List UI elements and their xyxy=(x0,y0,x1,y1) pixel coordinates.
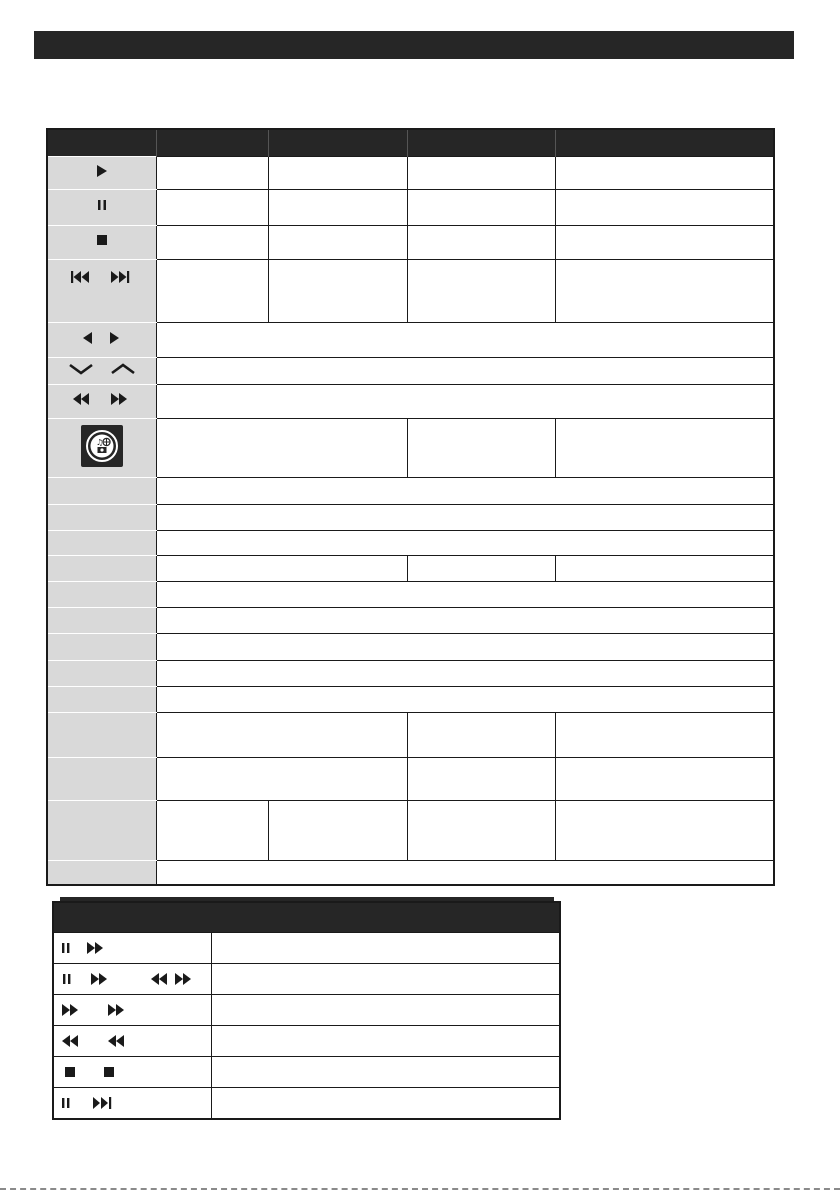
table-cell xyxy=(156,758,407,801)
svg-text:♫: ♫ xyxy=(95,437,103,447)
table-cell xyxy=(211,1057,560,1088)
stop-then-stop-icon xyxy=(58,1064,178,1080)
table-cell xyxy=(555,157,774,190)
key-combo-cell xyxy=(53,995,211,1026)
table-row xyxy=(47,157,774,190)
table-row xyxy=(53,1057,560,1088)
table-cell xyxy=(407,758,555,801)
down-up-chevron-icon xyxy=(64,362,140,376)
column-header xyxy=(47,129,156,157)
table-cell xyxy=(407,419,555,478)
key-cell xyxy=(47,758,156,801)
table-cell xyxy=(211,995,560,1026)
table-cell xyxy=(156,687,774,713)
table-cell xyxy=(268,801,407,861)
fastforward-then-fastforward-icon xyxy=(58,1002,178,1018)
key-cell xyxy=(47,157,156,190)
table-row xyxy=(53,995,560,1026)
table-cell xyxy=(555,226,774,260)
table-row xyxy=(47,861,774,885)
stop-icon xyxy=(92,232,112,248)
table-row xyxy=(53,1026,560,1057)
table-cell xyxy=(407,260,555,323)
key-cell xyxy=(47,582,156,608)
table-row xyxy=(47,556,774,582)
table-cell xyxy=(555,190,774,226)
play-icon xyxy=(92,163,112,179)
table-cell xyxy=(407,801,555,861)
table-cell xyxy=(555,419,774,478)
table-row xyxy=(47,801,774,861)
table-cell xyxy=(156,478,774,505)
key-cell xyxy=(47,358,156,385)
table-cell xyxy=(211,933,560,964)
rewind-then-rewind-icon xyxy=(58,1033,178,1049)
table-row xyxy=(47,758,774,801)
table-cell xyxy=(156,801,268,861)
table-cell xyxy=(156,634,774,661)
table-row xyxy=(47,323,774,358)
table-cell xyxy=(407,190,555,226)
media-key-table xyxy=(46,128,775,886)
table-row xyxy=(47,634,774,661)
key-cell xyxy=(47,323,156,358)
key-cell xyxy=(47,419,156,478)
column-header xyxy=(156,129,268,157)
table-cell xyxy=(156,323,774,358)
table-cell xyxy=(555,713,774,758)
table-cell xyxy=(268,157,407,190)
table-cell xyxy=(407,556,555,582)
table-header-row xyxy=(53,902,560,933)
table-cell xyxy=(407,226,555,260)
table-cell xyxy=(156,713,407,758)
pause-icon xyxy=(92,197,112,213)
key-combo-cell xyxy=(53,1057,211,1088)
table-cell xyxy=(156,260,268,323)
table-cell xyxy=(407,713,555,758)
table-cell xyxy=(156,226,268,260)
table-cell xyxy=(211,1088,560,1120)
table-row xyxy=(47,687,774,713)
table-cell xyxy=(156,385,774,419)
pause-then-fastforward-icon xyxy=(58,940,178,956)
rewind-fastforward-icon xyxy=(67,391,137,407)
table-row xyxy=(47,226,774,260)
table-row xyxy=(47,385,774,419)
pause-fastforward-rewind-fastforward-icon xyxy=(58,971,208,987)
key-cell xyxy=(47,260,156,323)
table-cell xyxy=(156,505,774,531)
table-cell xyxy=(407,157,555,190)
table-row xyxy=(47,531,774,556)
key-cell xyxy=(47,661,156,687)
key-cell xyxy=(47,190,156,226)
table-cell xyxy=(156,157,268,190)
table-cell xyxy=(555,260,774,323)
page-edge-divider xyxy=(0,1188,840,1190)
key-cell xyxy=(47,801,156,861)
table-cell xyxy=(156,419,407,478)
key-cell xyxy=(47,385,156,419)
table-cell xyxy=(555,758,774,801)
column-header xyxy=(53,902,211,933)
table-cell xyxy=(156,661,774,687)
key-combo-cell xyxy=(53,1026,211,1057)
table-cell xyxy=(156,608,774,634)
table-row xyxy=(47,190,774,226)
key-cell xyxy=(47,226,156,260)
page-title-bar xyxy=(34,31,794,59)
table-row xyxy=(47,419,774,478)
column-header xyxy=(407,129,555,157)
table-cell xyxy=(268,260,407,323)
column-header xyxy=(211,902,560,933)
pause-then-skip-next-icon xyxy=(58,1095,178,1111)
key-combo-cell xyxy=(53,933,211,964)
table-row xyxy=(47,713,774,758)
table-cell xyxy=(268,190,407,226)
key-cell xyxy=(47,861,156,885)
table-cell xyxy=(156,358,774,385)
table-cell xyxy=(156,190,268,226)
table-row xyxy=(53,1088,560,1120)
table-row xyxy=(47,478,774,505)
table-row xyxy=(53,933,560,964)
column-header xyxy=(268,129,407,157)
left-right-arrow-icon xyxy=(74,330,130,346)
table-row xyxy=(47,608,774,634)
table-cell xyxy=(156,556,407,582)
table-cell xyxy=(156,582,774,608)
table-row xyxy=(47,582,774,608)
key-cell xyxy=(47,531,156,556)
table-cell xyxy=(268,226,407,260)
table-row xyxy=(47,358,774,385)
column-header xyxy=(555,129,774,157)
key-combination-table xyxy=(52,901,561,1120)
table-cell xyxy=(555,801,774,861)
table-cell xyxy=(211,964,560,995)
key-cell xyxy=(47,608,156,634)
table-header-row xyxy=(47,129,774,157)
key-combo-cell xyxy=(53,1088,211,1120)
table-cell xyxy=(555,556,774,582)
table-row xyxy=(47,661,774,687)
table-row xyxy=(47,260,774,323)
key-cell xyxy=(47,713,156,758)
key-cell xyxy=(47,687,156,713)
key-combo-cell xyxy=(53,964,211,995)
table-row xyxy=(47,505,774,531)
table-row xyxy=(53,964,560,995)
table-cell xyxy=(156,861,774,885)
table-cell xyxy=(156,531,774,556)
key-cell xyxy=(47,478,156,505)
key-cell xyxy=(47,634,156,661)
table-cell xyxy=(211,1026,560,1057)
key-cell xyxy=(47,556,156,582)
skip-prev-next-icon xyxy=(67,268,137,286)
media-info-badge-icon xyxy=(81,425,123,467)
key-cell xyxy=(47,505,156,531)
